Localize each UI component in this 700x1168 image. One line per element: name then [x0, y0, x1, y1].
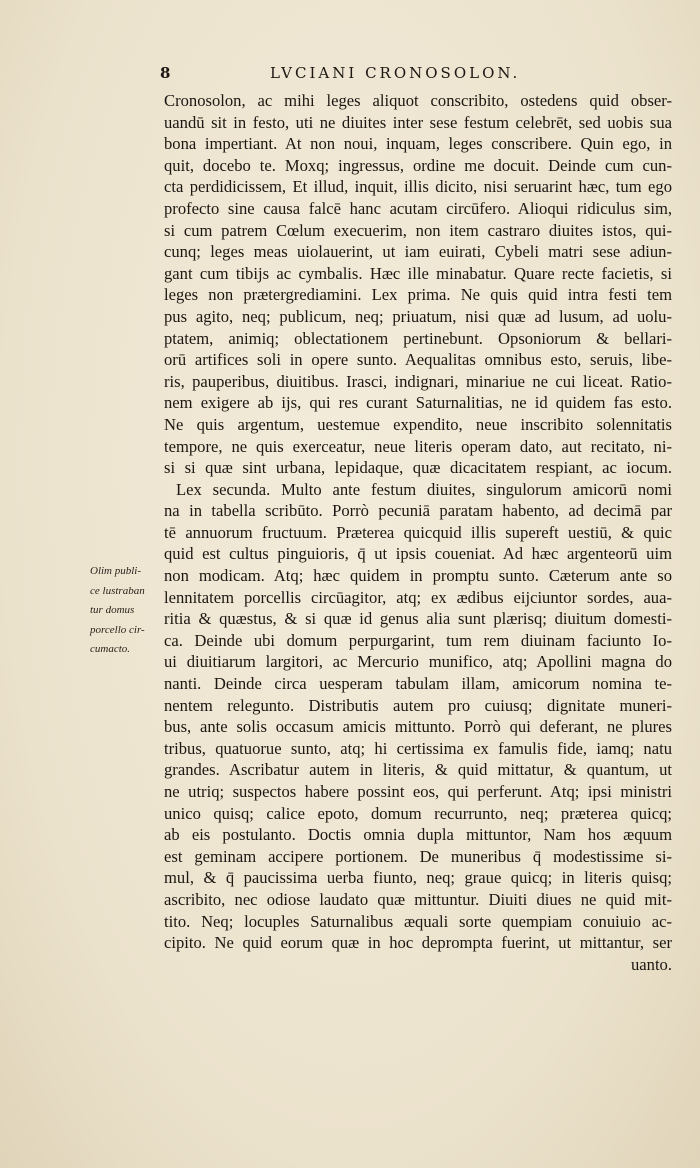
text-line: orū artifices soli in opere sunto. Aequalitas omnibus esto, seruis, libe-	[164, 350, 672, 370]
text-line: si cum patrem Cœlum execuerim, non item castraro diuites istos, qui-	[164, 220, 672, 240]
text-line: bona impertiant. At non noui, inquam, leges conscribere. Quin ego, in	[164, 134, 672, 154]
text-line: tribus, quatuorue sunto, atq; hi certissima ex famulis fide, iamq; natu	[164, 738, 672, 758]
text-line: lennitatem porcellis circūagitor, atq; ex ædibus eijciuntor sordes, aua-	[164, 587, 672, 607]
text-line: unico quisq; calice epoto, domum recurrunto, neq; præterea quicq;	[164, 803, 672, 823]
text-line: grandes. Ascribatur autem in literis, & quid mittatur, & quantum, ut	[164, 760, 672, 780]
text-line: pus agito, neq; publicum, neq; priuatum, nisi quæ ad lusum, ad uolu-	[164, 306, 672, 326]
text-line: ui diuitiarum largitori, ac Mercurio munifico, atq; Apollini magna do	[164, 652, 672, 672]
marginal-note-line: cumacto.	[90, 643, 131, 655]
text-line: nem exigere ab ijs, qui res curant Saturnalitias, ne id quidem fas esto.	[164, 393, 672, 413]
page-number: 8	[160, 64, 171, 82]
text-line: ascribito, nec odiose laudato quæ mittuntur. Diuiti diues ne quid mit-	[164, 889, 672, 909]
text-line: Ne quis argentum, uestemue expendito, neue inscribito solennitatis	[164, 414, 672, 434]
text-line: ptatem, animiq; oblectationem pertinebunt. Opsoniorum & bellari-	[164, 328, 672, 348]
text-line: leges non prætergrediamini. Lex prima. Ne quis quid intra festi tem	[164, 285, 672, 305]
text-line: ab eis postulanto. Doctis omnia dupla mittuntor, Nam hos æquum	[164, 825, 672, 845]
text-line: Lex secunda. Multo ante festum diuites, singulorum amicorū nomi	[176, 479, 672, 499]
text-line: uandū sit in festo, uti ne diuites inter sese festum celebrēt, sed uobis sua	[164, 112, 672, 132]
text-line: est geminam accipere portionem. De muneribus q̄ modestissime si-	[164, 846, 672, 866]
text-line: tempore, ne quis exerceatur, neue literis operam dato, aut recitato, ni-	[164, 436, 672, 456]
text-line: cta perdidicissem, Et illud, inquit, illis dicito, nisi seruarint hæc, tum ego	[164, 177, 672, 197]
text-line: ritia & quæstus, & si quæ id genus alia sunt plærisq; diuitum domesti-	[164, 609, 672, 629]
text-line: ne utriq; suspectos habere possint eos, qui perferunt. Atq; ipsi ministri	[164, 782, 672, 801]
text-line: mul, & q̄ paucissima uerba fiunto, neq; graue quicq; in literis quisq;	[164, 868, 672, 888]
text-line: tito. Neq; locuples Saturnalibus æquali sorte quempiam conuiuio ac-	[164, 911, 672, 931]
text-line: ris, pauperibus, diuitibus. Irasci, indignari, minariue ne cui liceat. Ratio-	[164, 371, 672, 391]
marginal-note-line: porcello cir-	[90, 623, 145, 636]
marginal-note-line: tur domus	[90, 604, 135, 616]
text-line: na in tabella scribūto. Porrò pecuniā paratam habento, ad decimā par	[164, 501, 672, 521]
running-title: LVCIANI CRONOSOLON.	[270, 64, 521, 82]
text-line: nanti. Deinde circa uesperam tabulam illam, amicorum nomina te-	[164, 674, 672, 694]
marginal-note	[90, 562, 160, 660]
text-line: quid est cultus pinguioris, q̄ ut ipsis coueniat. Ad hæc argenteorū uim	[164, 544, 672, 564]
text-line: profecto sine causa falcē hanc acutam circūfero. Alioqui ridiculus sim,	[164, 198, 672, 218]
text-line: cipito. Ne quid eorum quæ in hoc deprompta fuerint, ut mittantur, ser	[164, 933, 672, 953]
text-line: Cronosolon, ac mihi leges aliquot conscribito, ostedens quid obser-	[164, 91, 672, 110]
text-line: uanto.	[630, 954, 672, 974]
text-line: non modicam. Atq; hæc quidem in promptu sunto. Cæterum ante so	[164, 566, 672, 586]
text-line: ca. Deinde ubi domum perpurgarint, tum rem diuinam faciunto Io-	[164, 630, 672, 650]
body-text	[164, 90, 672, 975]
text-line: tē annuorum fructuum. Præterea quicquid illis supereft uestiū, & quic	[164, 522, 672, 542]
text-line: cunq; leges meas uiolauerint, ut iam euirati, Cybeli matri sese adiun-	[164, 242, 672, 262]
marginal-note-line: Olim publi-	[90, 565, 142, 577]
text-line: si si quæ sint urbana, lepidaque, quæ dicacitatem respiant, ac iocum.	[164, 458, 672, 478]
text-line: bus, ante solis occasum amicis mittunto. Porrò qui deferant, ne plures	[164, 717, 672, 737]
page-header	[160, 60, 680, 84]
marginal-note-line: ce lustraban	[90, 584, 145, 597]
text-line: gant cum tibijs ac cymbalis. Hæc ille minabatur. Quare recte facietis, si	[164, 263, 672, 283]
text-line: quit, docebo te. Moxq; ingressus, ordine me docuit. Deinde cum cun-	[164, 155, 672, 175]
text-line: nentem relegunto. Distributis autem pro cuiusq; dignitate muneri-	[164, 695, 672, 715]
